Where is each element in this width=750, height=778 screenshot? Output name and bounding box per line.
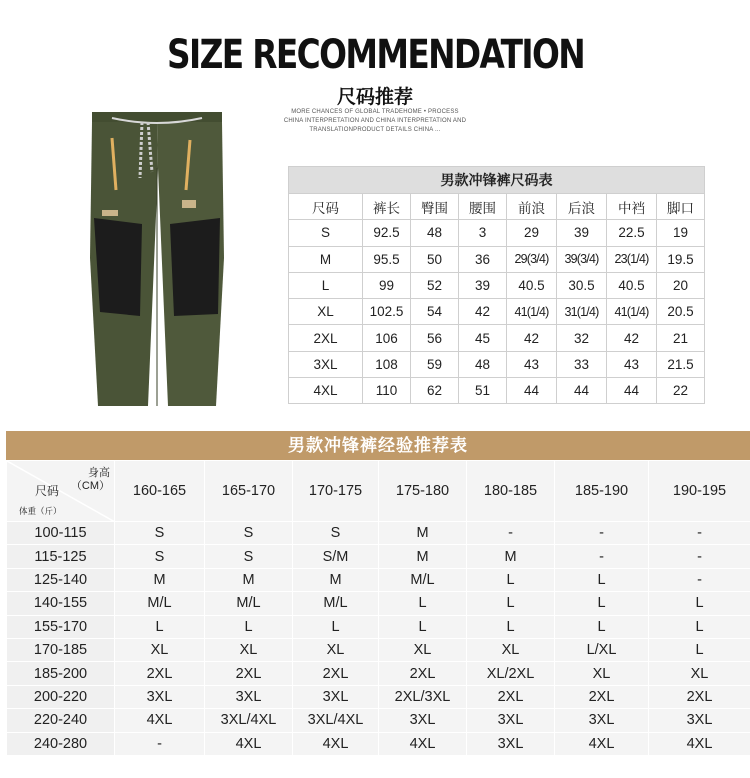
recommended-size-cell: L/XL [555, 638, 649, 661]
measure-cell: 54 [411, 299, 459, 325]
measure-cell: 44 [507, 378, 557, 404]
height-header: 160-165 [115, 461, 205, 522]
column-header: 中裆 [607, 194, 657, 220]
measure-cell: 102.5 [363, 299, 411, 325]
recommended-size-cell: XL [205, 638, 293, 661]
height-header: 175-180 [379, 461, 467, 522]
recommended-size-cell: - [467, 522, 555, 545]
table-row [289, 272, 705, 298]
table-row [289, 299, 705, 325]
recommended-size-cell: XL [467, 638, 555, 661]
column-header: 腰围 [459, 194, 507, 220]
measure-cell: 19.5 [657, 246, 705, 272]
table-row [7, 662, 750, 685]
small-caption-line-3: TRANSLATIONPRODUCT DETAILS CHINA ... [309, 127, 441, 133]
recommended-size-cell: M [379, 522, 467, 545]
weight-cell: 220-240 [7, 709, 115, 732]
recommended-size-cell: - [649, 545, 750, 568]
recommended-size-cell: L [649, 592, 750, 615]
table-row [289, 246, 705, 272]
corner-height-label: 身高 （CM） [70, 467, 110, 492]
recommended-size-cell: - [115, 732, 205, 755]
page-title: SIZE RECOMMENDATION [167, 32, 585, 78]
recommended-size-cell: - [555, 522, 649, 545]
recommended-size-cell: M/L [379, 568, 467, 591]
recommended-size-cell: M [115, 568, 205, 591]
measure-cell: 92.5 [363, 220, 411, 246]
column-header: 尺码 [289, 194, 363, 220]
recommended-size-cell: S [205, 545, 293, 568]
measure-cell: 48 [459, 351, 507, 377]
recommended-size-cell: 2XL [293, 662, 379, 685]
size-cell: 2XL [289, 325, 363, 351]
recommended-size-cell: S [205, 522, 293, 545]
measure-cell: 51 [459, 378, 507, 404]
measure-cell: 42 [459, 299, 507, 325]
page-subtitle: 尺码推荐 [336, 86, 413, 108]
recommended-size-cell: XL [293, 638, 379, 661]
measure-cell: 22 [657, 378, 705, 404]
column-header: 前浪 [507, 194, 557, 220]
recommended-size-cell: 2XL [555, 685, 649, 708]
measure-cell: 41(1/4) [507, 299, 557, 325]
recommended-size-cell: L [379, 615, 467, 638]
small-caption-line-2: CHINA INTERPRETATION AND CHINA INTERPRETATION AND [283, 118, 467, 124]
weight-cell: 140-155 [7, 592, 115, 615]
table-row [289, 378, 705, 404]
table-row [7, 522, 750, 545]
measure-cell: 108 [363, 351, 411, 377]
measure-cell: 44 [607, 378, 657, 404]
size-chart-body [289, 220, 705, 404]
recommended-size-cell: 4XL [115, 709, 205, 732]
corner-cell [7, 461, 115, 522]
recommended-size-cell: L [649, 615, 750, 638]
recommend-header-row [7, 461, 750, 522]
measure-cell: 29 [507, 220, 557, 246]
measure-cell: 62 [411, 378, 459, 404]
height-header: 190-195 [649, 461, 750, 522]
measure-cell: 22.5 [607, 220, 657, 246]
measure-cell: 50 [411, 246, 459, 272]
table-row [7, 732, 750, 755]
measure-cell: 21.5 [657, 351, 705, 377]
table-row [7, 568, 750, 591]
measure-cell: 33 [557, 351, 607, 377]
size-cell: 3XL [289, 351, 363, 377]
weight-cell: 240-280 [7, 732, 115, 755]
measure-cell: 43 [507, 351, 557, 377]
pants-icon [82, 108, 232, 408]
recommended-size-cell: 3XL [467, 732, 555, 755]
recommended-size-cell: - [649, 568, 750, 591]
recommended-size-cell: 3XL [467, 709, 555, 732]
table-row [7, 709, 750, 732]
size-cell: L [289, 272, 363, 298]
recommended-size-cell: L [555, 568, 649, 591]
size-chart-table [288, 166, 705, 404]
size-cell: S [289, 220, 363, 246]
recommended-size-cell: S [115, 545, 205, 568]
recommended-size-cell: L [555, 615, 649, 638]
column-header: 后浪 [557, 194, 607, 220]
height-header: 165-170 [205, 461, 293, 522]
recommended-size-cell: 3XL/4XL [205, 709, 293, 732]
recommended-size-cell: - [555, 545, 649, 568]
recommended-size-cell: M [467, 545, 555, 568]
measure-cell: 36 [459, 246, 507, 272]
recommended-size-cell: M/L [293, 592, 379, 615]
weight-cell: 100-115 [7, 522, 115, 545]
recommended-size-cell: L [649, 638, 750, 661]
recommended-size-cell: 3XL [379, 709, 467, 732]
corner-weight-label: 体重（斤） [19, 506, 62, 516]
recommended-size-cell: XL [379, 638, 467, 661]
recommended-size-cell: L [467, 568, 555, 591]
size-cell: M [289, 246, 363, 272]
recommended-size-cell: 4XL [649, 732, 750, 755]
recommended-size-cell: XL [555, 662, 649, 685]
height-header: 180-185 [467, 461, 555, 522]
weight-cell: 185-200 [7, 662, 115, 685]
recommended-size-cell: M [379, 545, 467, 568]
measure-cell: 43 [607, 351, 657, 377]
recommended-size-cell: 2XL [649, 685, 750, 708]
recommend-chart-title: 男款冲锋裤经验推荐表 [6, 431, 750, 460]
height-header: 170-175 [293, 461, 379, 522]
measure-cell: 31(1/4) [557, 299, 607, 325]
table-row [7, 545, 750, 568]
recommended-size-cell: L [379, 592, 467, 615]
measure-cell: 110 [363, 378, 411, 404]
measure-cell: 95.5 [363, 246, 411, 272]
recommended-size-cell: 3XL/4XL [293, 709, 379, 732]
recommended-size-cell: L [555, 592, 649, 615]
recommended-size-cell: 3XL [205, 685, 293, 708]
recommended-size-cell: 2XL [205, 662, 293, 685]
recommended-size-cell: 4XL [205, 732, 293, 755]
recommended-size-cell: 2XL [467, 685, 555, 708]
table-row [7, 638, 750, 661]
measure-cell: 42 [607, 325, 657, 351]
recommended-size-cell: 4XL [293, 732, 379, 755]
table-row [7, 685, 750, 708]
size-chart-header-row [289, 194, 705, 220]
recommended-size-cell: M/L [205, 592, 293, 615]
height-header: 185-190 [555, 461, 649, 522]
recommended-size-cell: L [205, 615, 293, 638]
recommended-size-cell: S [115, 522, 205, 545]
recommended-size-cell: M/L [115, 592, 205, 615]
measure-cell: 99 [363, 272, 411, 298]
recommended-size-cell: L [115, 615, 205, 638]
recommended-size-cell: 3XL [649, 709, 750, 732]
recommended-size-cell: - [649, 522, 750, 545]
measure-cell: 39 [459, 272, 507, 298]
recommended-size-cell: XL [115, 638, 205, 661]
recommended-size-cell: 4XL [379, 732, 467, 755]
small-caption-line-1: MORE CHANCES OF GLOBAL TRADEHOME • PROCESS [291, 109, 459, 115]
measure-cell: 44 [557, 378, 607, 404]
corner-size-label: 尺码 [35, 484, 60, 498]
measure-cell: 29(3/4) [507, 246, 557, 272]
recommend-chart-body [7, 522, 750, 756]
measure-cell: 23(1/4) [607, 246, 657, 272]
recommended-size-cell: 4XL [555, 732, 649, 755]
measure-cell: 40.5 [607, 272, 657, 298]
measure-cell: 39 [557, 220, 607, 246]
recommended-size-cell: S/M [293, 545, 379, 568]
recommended-size-cell: XL/2XL [467, 662, 555, 685]
recommended-size-cell: 3XL [555, 709, 649, 732]
recommend-chart-table [6, 460, 750, 756]
measure-cell: 39(3/4) [557, 246, 607, 272]
table-row [289, 220, 705, 246]
recommended-size-cell: 3XL [293, 685, 379, 708]
measure-cell: 20.5 [657, 299, 705, 325]
column-header: 裤长 [363, 194, 411, 220]
recommended-size-cell: 2XL [379, 662, 467, 685]
weight-cell: 200-220 [7, 685, 115, 708]
measure-cell: 45 [459, 325, 507, 351]
size-cell: 4XL [289, 378, 363, 404]
recommended-size-cell: L [467, 615, 555, 638]
recommended-size-cell: S [293, 522, 379, 545]
measure-cell: 42 [507, 325, 557, 351]
table-row [289, 351, 705, 377]
recommended-size-cell: XL [649, 662, 750, 685]
column-header: 脚口 [657, 194, 705, 220]
measure-cell: 41(1/4) [607, 299, 657, 325]
measure-cell: 30.5 [557, 272, 607, 298]
recommended-size-cell: 2XL [115, 662, 205, 685]
measure-cell: 52 [411, 272, 459, 298]
measure-cell: 21 [657, 325, 705, 351]
measure-cell: 56 [411, 325, 459, 351]
recommended-size-cell: M [205, 568, 293, 591]
weight-cell: 115-125 [7, 545, 115, 568]
measure-cell: 59 [411, 351, 459, 377]
size-cell: XL [289, 299, 363, 325]
weight-cell: 155-170 [7, 615, 115, 638]
recommended-size-cell: 2XL/3XL [379, 685, 467, 708]
measure-cell: 106 [363, 325, 411, 351]
recommended-size-cell: 3XL [115, 685, 205, 708]
size-chart-title: 男款冲锋裤尺码表 [289, 167, 705, 194]
recommended-size-cell: L [467, 592, 555, 615]
weight-cell: 170-185 [7, 638, 115, 661]
weight-cell: 125-140 [7, 568, 115, 591]
measure-cell: 19 [657, 220, 705, 246]
measure-cell: 40.5 [507, 272, 557, 298]
recommended-size-cell: L [293, 615, 379, 638]
recommended-size-cell: M [293, 568, 379, 591]
table-row [7, 592, 750, 615]
measure-cell: 32 [557, 325, 607, 351]
table-row [289, 325, 705, 351]
table-row [7, 615, 750, 638]
measure-cell: 3 [459, 220, 507, 246]
column-header: 臀围 [411, 194, 459, 220]
measure-cell: 48 [411, 220, 459, 246]
measure-cell: 20 [657, 272, 705, 298]
